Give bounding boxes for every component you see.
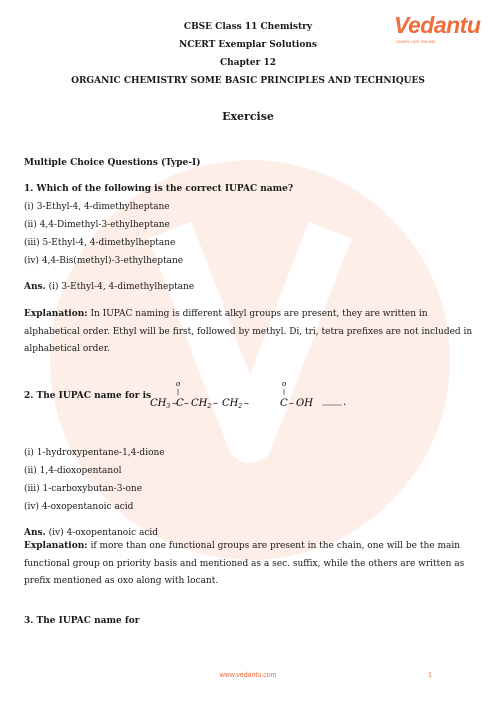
svg-text:–: – bbox=[172, 398, 177, 409]
formula-sub-2b: 2 bbox=[238, 403, 243, 410]
explanation-text: if more than one functional groups are present in the chain, one will be the main functional group on priority basis and mentioned as a sec. suffix, while the others are written as prefix mentioned as oxo along with locant. bbox=[24, 541, 465, 586]
q1-explanation bbox=[24, 306, 474, 359]
formula-ch2-a: CH bbox=[191, 398, 208, 409]
q2-option: (i) 1-hydroxypentane-1,4-dione bbox=[24, 448, 165, 458]
svg-text:CH2 bbox=[222, 398, 242, 410]
svg-text:–: – bbox=[184, 398, 189, 409]
q3-question: 3. The IUPAC name for bbox=[24, 616, 140, 626]
logo-tagline: LEARN LIVE ONLINE bbox=[396, 39, 436, 44]
q2-answer bbox=[24, 528, 158, 538]
formula-c2: C bbox=[280, 398, 288, 409]
q1-option: (iii) 5-Ethyl-4, 4-dimethylheptane bbox=[24, 238, 176, 248]
doc-header-class: CBSE Class 11 Chemistry bbox=[183, 22, 313, 32]
svg-text:–: – bbox=[289, 398, 294, 409]
svg-text:CH3 bbox=[150, 398, 170, 410]
svg-text:–: – bbox=[213, 398, 218, 409]
svg-text:.: . bbox=[343, 397, 347, 408]
q2-option: (iv) 4-oxopentanoic acid bbox=[24, 502, 134, 512]
logo-wordmark: Vedantu bbox=[394, 12, 481, 38]
explanation-label: Explanation: bbox=[24, 541, 88, 551]
formula-sub-3: 3 bbox=[166, 403, 171, 410]
formula-ch2-b: CH bbox=[222, 398, 239, 409]
svg-text:–: – bbox=[244, 398, 249, 409]
formula-sub-2a: 2 bbox=[207, 403, 212, 410]
q1-answer bbox=[24, 282, 194, 292]
q1-option: (i) 3-Ethyl-4, 4-dimethylheptane bbox=[24, 202, 170, 212]
doc-header-series: NCERT Exemplar Solutions bbox=[179, 40, 317, 50]
q2-option: (ii) 1,4-dioxopentanol bbox=[24, 466, 122, 476]
q1-option: (iv) 4,4-Bis(methyl)-3-ethylheptane bbox=[24, 256, 184, 266]
formula-c1: C bbox=[176, 398, 184, 409]
structural-formula bbox=[150, 378, 350, 414]
doc-header-title: ORGANIC CHEMISTRY SOME BASIC PRINCIPLES AND TECHNIQUES bbox=[71, 76, 425, 86]
answer-label: Ans. bbox=[24, 282, 46, 292]
explanation-label: Explanation: bbox=[24, 309, 88, 319]
vedantu-logo bbox=[394, 12, 481, 54]
q1-option: (ii) 4,4-Dimethyl-3-ethylheptane bbox=[24, 220, 170, 230]
q2-question: 2. The IUPAC name for is bbox=[24, 391, 152, 401]
section-title: Multiple Choice Questions (Type-I) bbox=[24, 158, 201, 168]
answer-text: (iv) 4-oxopentanoic acid bbox=[45, 528, 159, 538]
answer-label: Ans. bbox=[24, 528, 46, 538]
q1-question: 1. Which of the following is the correct IUPAC name? bbox=[24, 184, 294, 194]
explanation-text: In IUPAC naming is different alkyl groups are present, they are written in alphabetical order. Ethyl will be first, followed by methyl. Di, tri, tetra prefixes are not included in alphabetical order. bbox=[24, 309, 473, 354]
doc-header-chapter: Chapter 12 bbox=[219, 58, 277, 68]
formula-oh: OH bbox=[296, 398, 313, 409]
formula-o-2: o bbox=[282, 380, 287, 388]
footer-url: www.vedantu.com bbox=[219, 672, 277, 679]
q2-option: (iii) 1-carboxybutan-3-one bbox=[24, 484, 143, 494]
formula-o-1: o bbox=[176, 380, 181, 388]
svg-text:CH2 bbox=[191, 398, 211, 410]
formula-ch3: CH bbox=[150, 398, 167, 409]
answer-text: (i) 3-Ethyl-4, 4-dimethylheptane bbox=[45, 282, 195, 292]
page-number: 1 bbox=[428, 672, 432, 679]
q2-explanation bbox=[24, 538, 474, 591]
exercise-heading: Exercise bbox=[222, 110, 274, 123]
